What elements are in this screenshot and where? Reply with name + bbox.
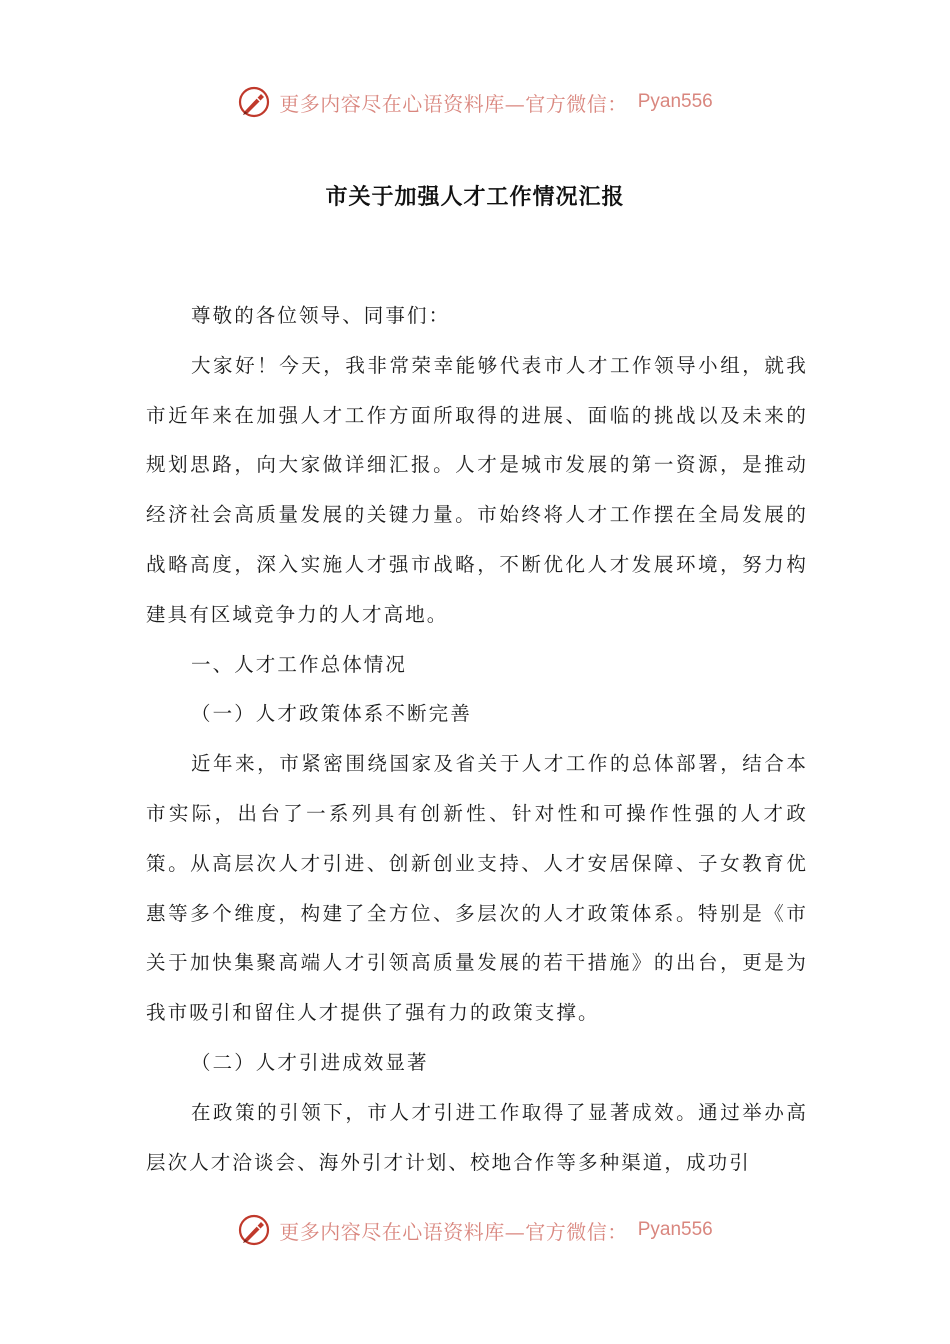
watermark-handle: Pyan556: [637, 91, 713, 112]
document-body: [146, 291, 808, 1187]
watermark-banner-top: [0, 80, 950, 124]
paragraph: 近年来，市紧密围绕国家及省关于人才工作的总体部署，结合本市实际，出台了一系列具有创新性、针对性和可操作性强的人才政策。从高层次人才引进、创新创业支持、人才安居保障、子女教育优惠等多个维度，构建了全方位、多层次的人才政策体系。特别是《市关于加快集聚高端人才引领高质量发展的若干措施》的出台，更是为我市吸引和留住人才提供了强有力的政策支撑。: [146, 752, 808, 1025]
watermark-text: 更多内容尽在心语资料库—官方微信：: [279, 1219, 628, 1244]
watermark-handle: Pyan556: [637, 1219, 713, 1240]
paragraph: 在政策的引领下，市人才引进工作取得了显著成效。通过举办高层次人才洽谈会、海外引才计划、校地合作等多种渠道，成功引: [146, 1100, 808, 1174]
subsection-heading: （二）人才引进成效显著: [191, 1050, 429, 1074]
watermark-text: 更多内容尽在心语资料库—官方微信：: [279, 91, 628, 116]
paragraph: 大家好！今天，我非常荣幸能够代表市人才工作领导小组，就我市近年来在加强人才工作方面所取得的进展、面临的挑战以及未来的规划思路，向大家做详细汇报。人才是城市发展的第一资源，是推动经济社会高质量发展的关键力量。市始终将人才工作摆在全局发展的战略高度，深入实施人才强市战略，不断优化人才发展环境，努力构建具有区域竞争力的人才高地。: [146, 353, 808, 626]
pen-logo-icon: [237, 1213, 271, 1247]
pen-logo-icon: [237, 85, 271, 119]
section-heading: 一、人才工作总体情况: [191, 652, 408, 676]
subsection-heading: （一）人才政策体系不断完善: [191, 702, 472, 726]
salutation: 尊敬的各位领导、同事们：: [191, 304, 451, 327]
document-title: 市关于加强人才工作情况汇报: [325, 184, 625, 210]
watermark-banner-bottom: [0, 1208, 950, 1252]
